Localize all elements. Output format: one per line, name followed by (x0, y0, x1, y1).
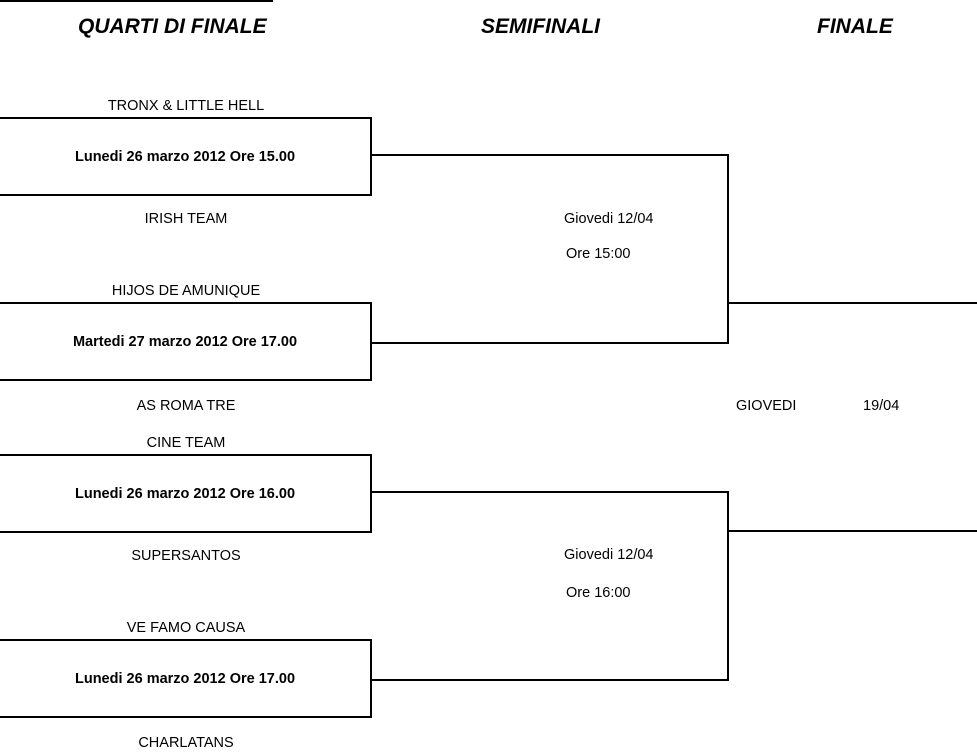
header-final: FINALE (817, 15, 893, 38)
qf1-team-bottom: IRISH TEAM (144, 211, 228, 227)
sf1-connector-bottom (372, 342, 729, 344)
sf1-time: Ore 15:00 (566, 246, 631, 262)
qf3-match-date: Lunedi 26 marzo 2012 Ore 16.00 (74, 485, 296, 502)
final-line-top (729, 302, 977, 304)
header-quarterfinals: QUARTI DI FINALE (78, 15, 267, 38)
sf1-connector-vertical (727, 154, 729, 344)
qf2-match-date: Martedi 27 marzo 2012 Ore 17.00 (72, 333, 298, 350)
qf4-team-bottom: CHARLATANS (138, 735, 234, 751)
sf2-connector-top (372, 491, 729, 493)
sf1-date: Giovedi 12/04 (564, 211, 654, 227)
qf1-match-box (0, 117, 372, 196)
qf1-match-date: Lunedi 26 marzo 2012 Ore 15.00 (74, 148, 296, 165)
sf1-connector-top (372, 154, 729, 156)
sf2-time: Ore 16:00 (566, 585, 631, 601)
header-semifinals: SEMIFINALI (481, 15, 600, 38)
qf2-team-top: HIJOS DE AMUNIQUE (111, 283, 261, 299)
qf3-team-bottom: SUPERSANTOS (131, 548, 241, 564)
sf2-connector-bottom (372, 679, 729, 681)
qf2-match-box (0, 302, 372, 381)
qf4-team-top: VE FAMO CAUSA (126, 620, 246, 636)
header-rule (0, 0, 273, 2)
qf3-team-top: CINE TEAM (146, 435, 226, 451)
sf2-date: Giovedi 12/04 (564, 547, 654, 563)
qf3-match-box (0, 454, 372, 533)
final-date: 19/04 (863, 398, 900, 414)
qf4-match-box (0, 639, 372, 718)
qf2-team-bottom: AS ROMA TRE (136, 398, 236, 414)
sf2-connector-vertical (727, 491, 729, 681)
qf1-team-top: TRONX & LITTLE HELL (107, 98, 265, 114)
final-day: GIOVEDI (736, 398, 797, 414)
final-line-bottom (729, 530, 977, 532)
qf4-match-date: Lunedi 26 marzo 2012 Ore 17.00 (74, 670, 296, 687)
